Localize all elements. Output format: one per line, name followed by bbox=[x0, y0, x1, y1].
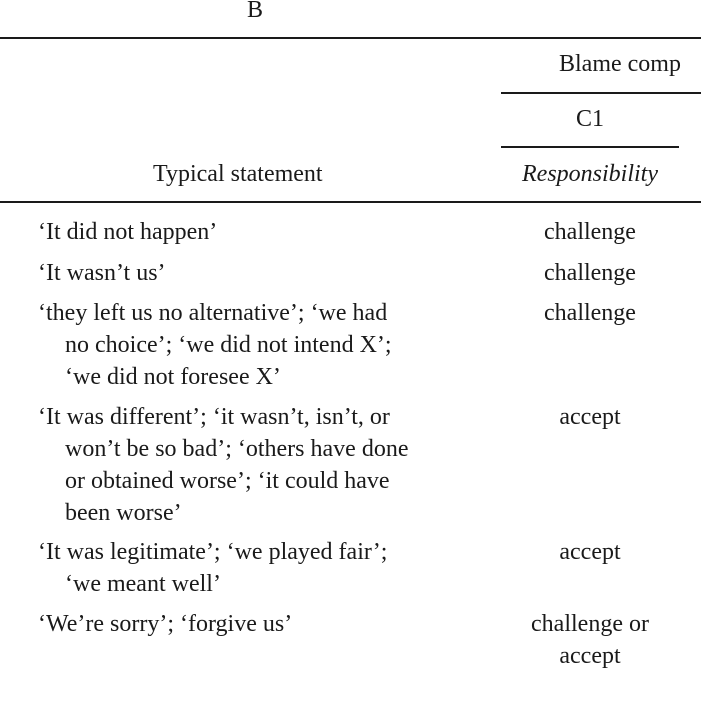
table-row-statement bbox=[38, 608, 488, 640]
responsibility-header: Responsibility bbox=[522, 161, 658, 187]
table-row-responsibility bbox=[506, 216, 674, 248]
responsibility-value: challenge or bbox=[531, 611, 649, 637]
column-letter-label: B bbox=[247, 0, 264, 23]
statement-line: ‘we meant well’ bbox=[65, 571, 221, 597]
responsibility-value: challenge bbox=[544, 260, 636, 286]
statement-line: no choice’; ‘we did not intend X’; bbox=[65, 332, 392, 358]
statement-line: ‘It did not happen’ bbox=[38, 219, 218, 245]
table-row-statement bbox=[38, 401, 488, 529]
table-row-responsibility bbox=[506, 401, 674, 433]
table-row-statement bbox=[38, 536, 488, 600]
statement-line: ‘they left us no alternative’; ‘we had bbox=[38, 300, 388, 326]
group-header-rule bbox=[501, 92, 701, 94]
table-row-responsibility bbox=[506, 257, 674, 289]
responsibility-value: accept bbox=[559, 643, 621, 669]
statement-line: ‘We’re sorry’; ‘forgive us’ bbox=[38, 611, 293, 637]
statement-line: won’t be so bad’; ‘others have done bbox=[65, 436, 409, 462]
c1-header-rule bbox=[501, 146, 679, 148]
statement-line: or obtained worse’; ‘it could have bbox=[65, 468, 390, 494]
statement-line: ‘It wasn’t us’ bbox=[38, 260, 166, 286]
table-row-statement bbox=[38, 297, 488, 393]
typical-statement-header: Typical statement bbox=[153, 161, 323, 187]
table-row-responsibility bbox=[506, 297, 674, 329]
table-row-responsibility bbox=[506, 608, 674, 672]
statement-line: ‘It was legitimate’; ‘we played fair’; bbox=[38, 539, 388, 565]
statement-line: been worse’ bbox=[65, 500, 182, 526]
table-row-responsibility bbox=[506, 536, 674, 568]
table-row-statement bbox=[38, 216, 488, 248]
statement-line: ‘we did not foresee X’ bbox=[65, 364, 281, 390]
top-rule bbox=[0, 37, 701, 39]
c1-header: C1 bbox=[575, 106, 604, 132]
table-row-statement bbox=[38, 257, 488, 289]
responsibility-value: accept bbox=[559, 539, 621, 565]
header-bottom-rule bbox=[0, 201, 701, 203]
responsibility-value: accept bbox=[559, 404, 621, 430]
statement-line: ‘It was different’; ‘it wasn’t, isn’t, or bbox=[38, 404, 390, 430]
responsibility-value: challenge bbox=[544, 300, 636, 326]
responsibility-value: challenge bbox=[544, 219, 636, 245]
blame-component-header: Blame comp bbox=[559, 51, 681, 77]
